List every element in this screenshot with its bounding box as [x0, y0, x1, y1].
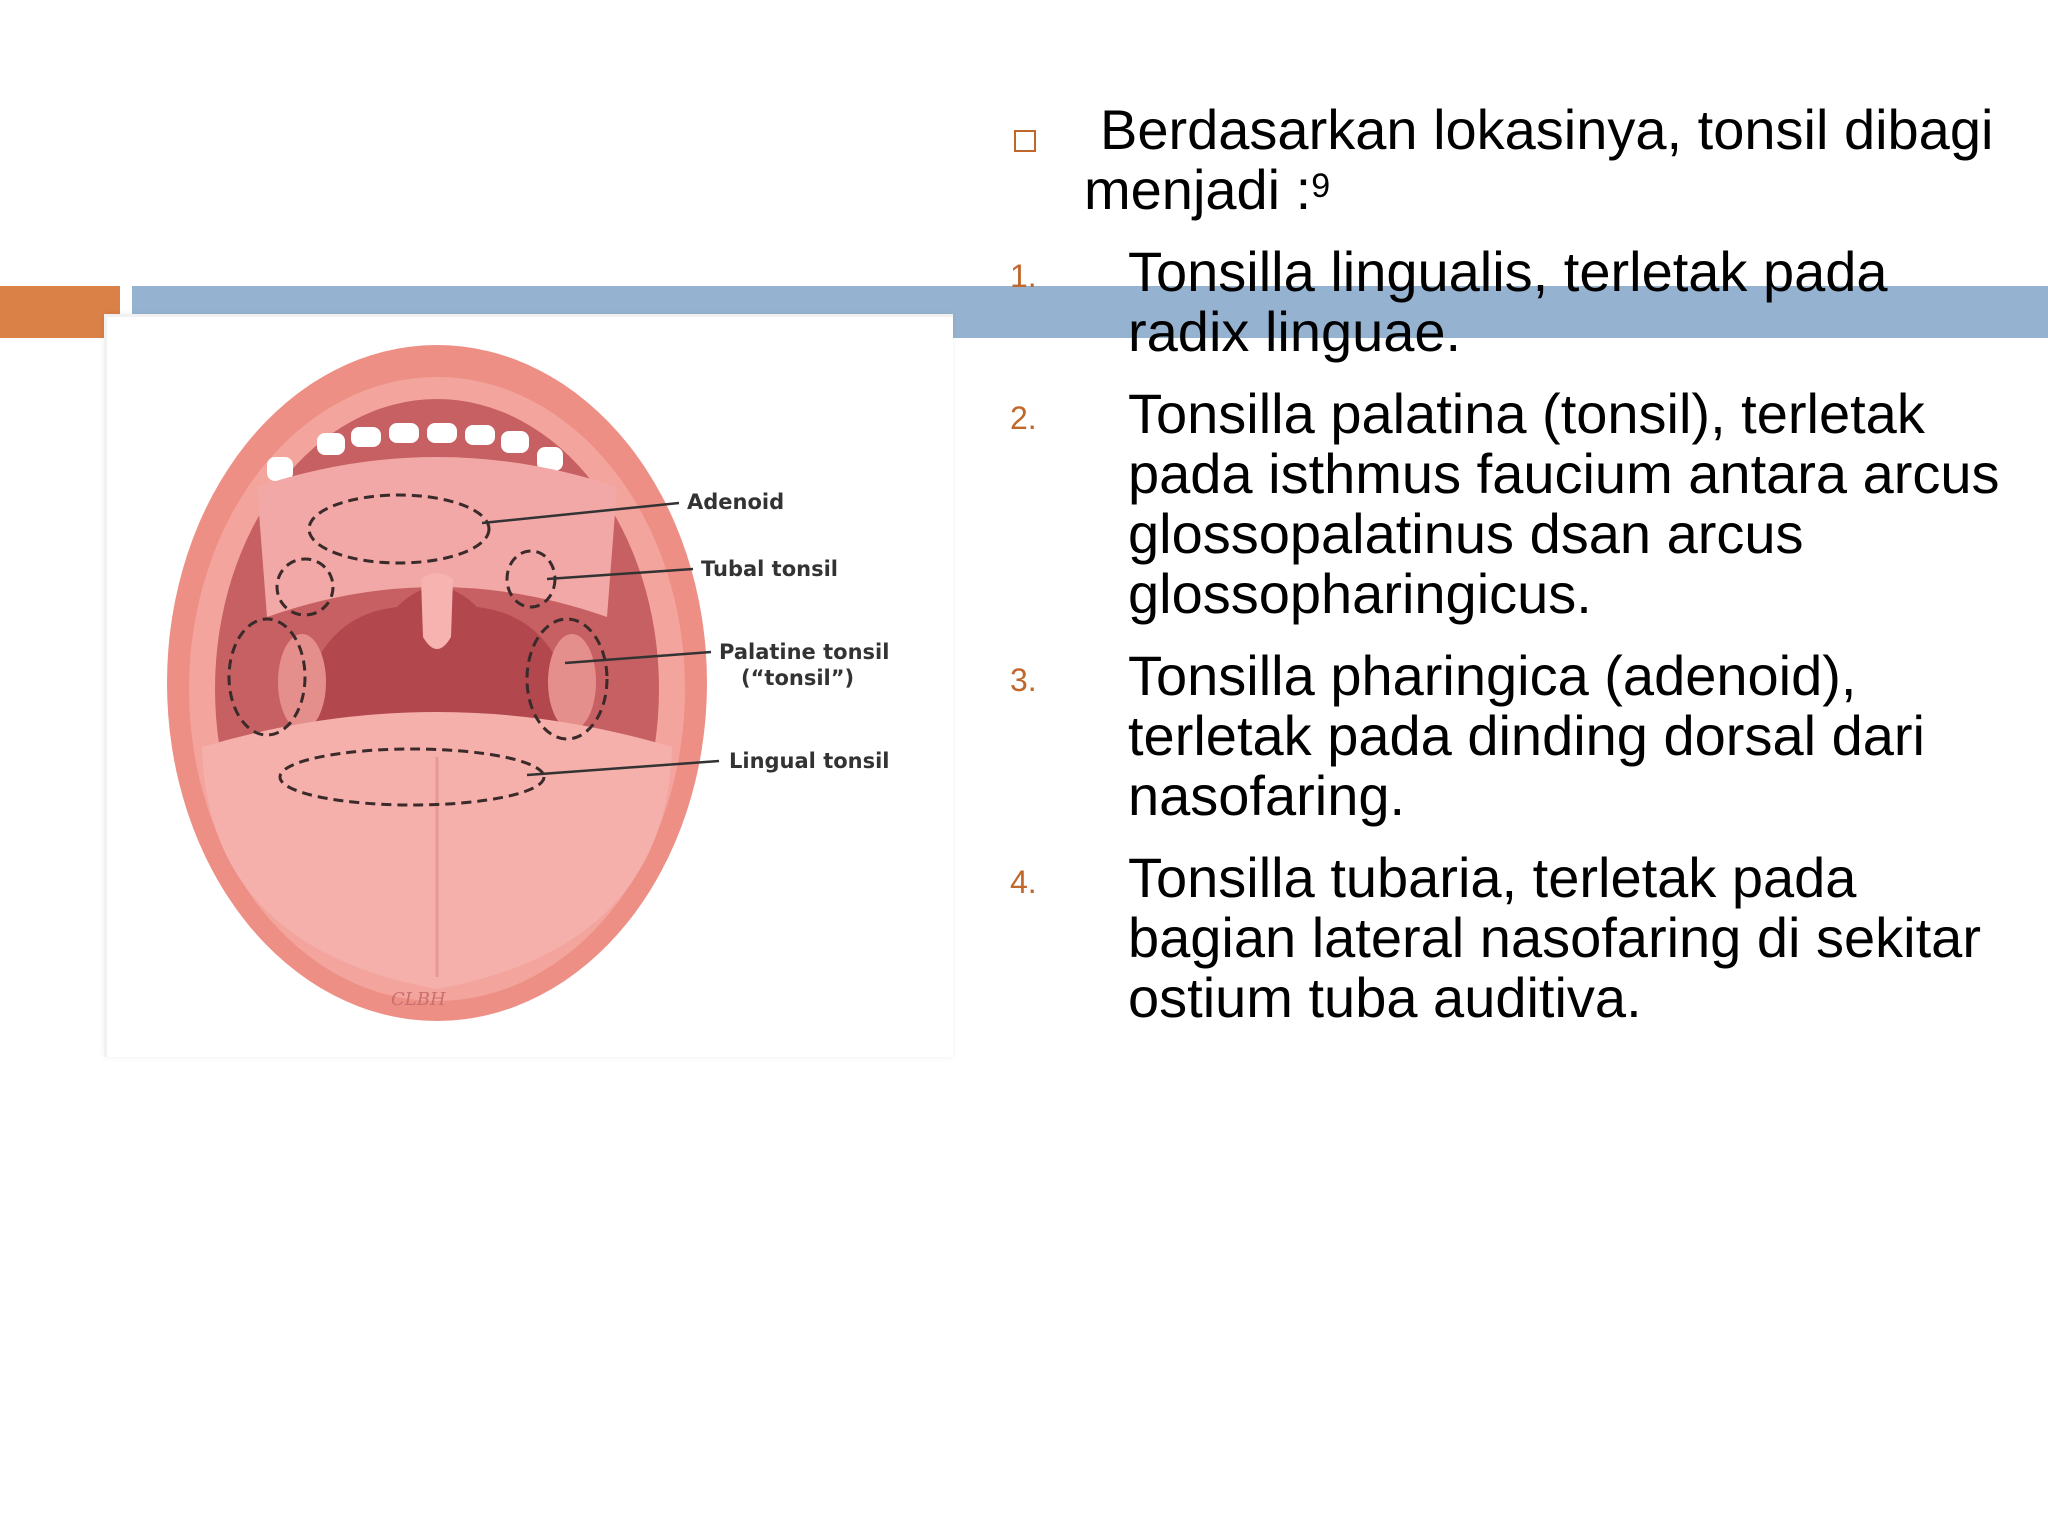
label-adenoid: Adenoid	[687, 490, 785, 514]
label-tubal-tonsil: Tubal tonsil	[701, 557, 838, 581]
list-text: Tonsilla pharingica (adenoid), terletak pada dinding dorsal dari nasofaring.	[1128, 644, 1925, 827]
intro-text: Berdasarkan lokasinya, tonsil dibagi menjadi :	[1084, 98, 1994, 221]
intro-line	[1084, 100, 2000, 220]
slide-content	[1000, 100, 2000, 1050]
palatine-tonsil-right	[548, 634, 596, 730]
intro-paragraph	[1000, 100, 2000, 220]
square-bullet-icon	[1014, 130, 1036, 152]
label-palatine-tonsil: Palatine tonsil	[719, 640, 890, 664]
list-text: Tonsilla palatina (tonsil), terletak pada isthmus faucium antara arcus glossopalatinus dsan arcus glossopharingicus.	[1128, 382, 2000, 625]
list-number: 3.	[1010, 662, 1037, 698]
list-item	[1000, 646, 2000, 826]
tonsil-list	[1000, 242, 2000, 1028]
label-lingual-tonsil: Lingual tonsil	[729, 749, 890, 773]
tonsil-diagram-svg	[107, 317, 953, 1057]
palatine-tonsil-left	[278, 634, 326, 730]
tonsil-diagram	[104, 314, 953, 1057]
list-item	[1000, 848, 2000, 1028]
list-text: Tonsilla lingualis, terletak pada radix linguae.	[1128, 240, 1888, 363]
list-item	[1000, 384, 2000, 624]
accent-bar-orange	[0, 286, 120, 338]
list-number: 1.	[1010, 258, 1037, 294]
intro-reference: 9	[1311, 167, 1331, 205]
label-palatine-tonsil-alt: (“tonsil”)	[741, 666, 855, 690]
list-item	[1000, 242, 2000, 362]
list-number: 2.	[1010, 400, 1037, 436]
list-number: 4.	[1010, 864, 1037, 900]
artist-signature: CLBH	[391, 989, 446, 1010]
list-text: Tonsilla tubaria, terletak pada bagian lateral nasofaring di sekitar ostium tuba auditiva.	[1128, 846, 1981, 1029]
uvula	[421, 573, 453, 649]
